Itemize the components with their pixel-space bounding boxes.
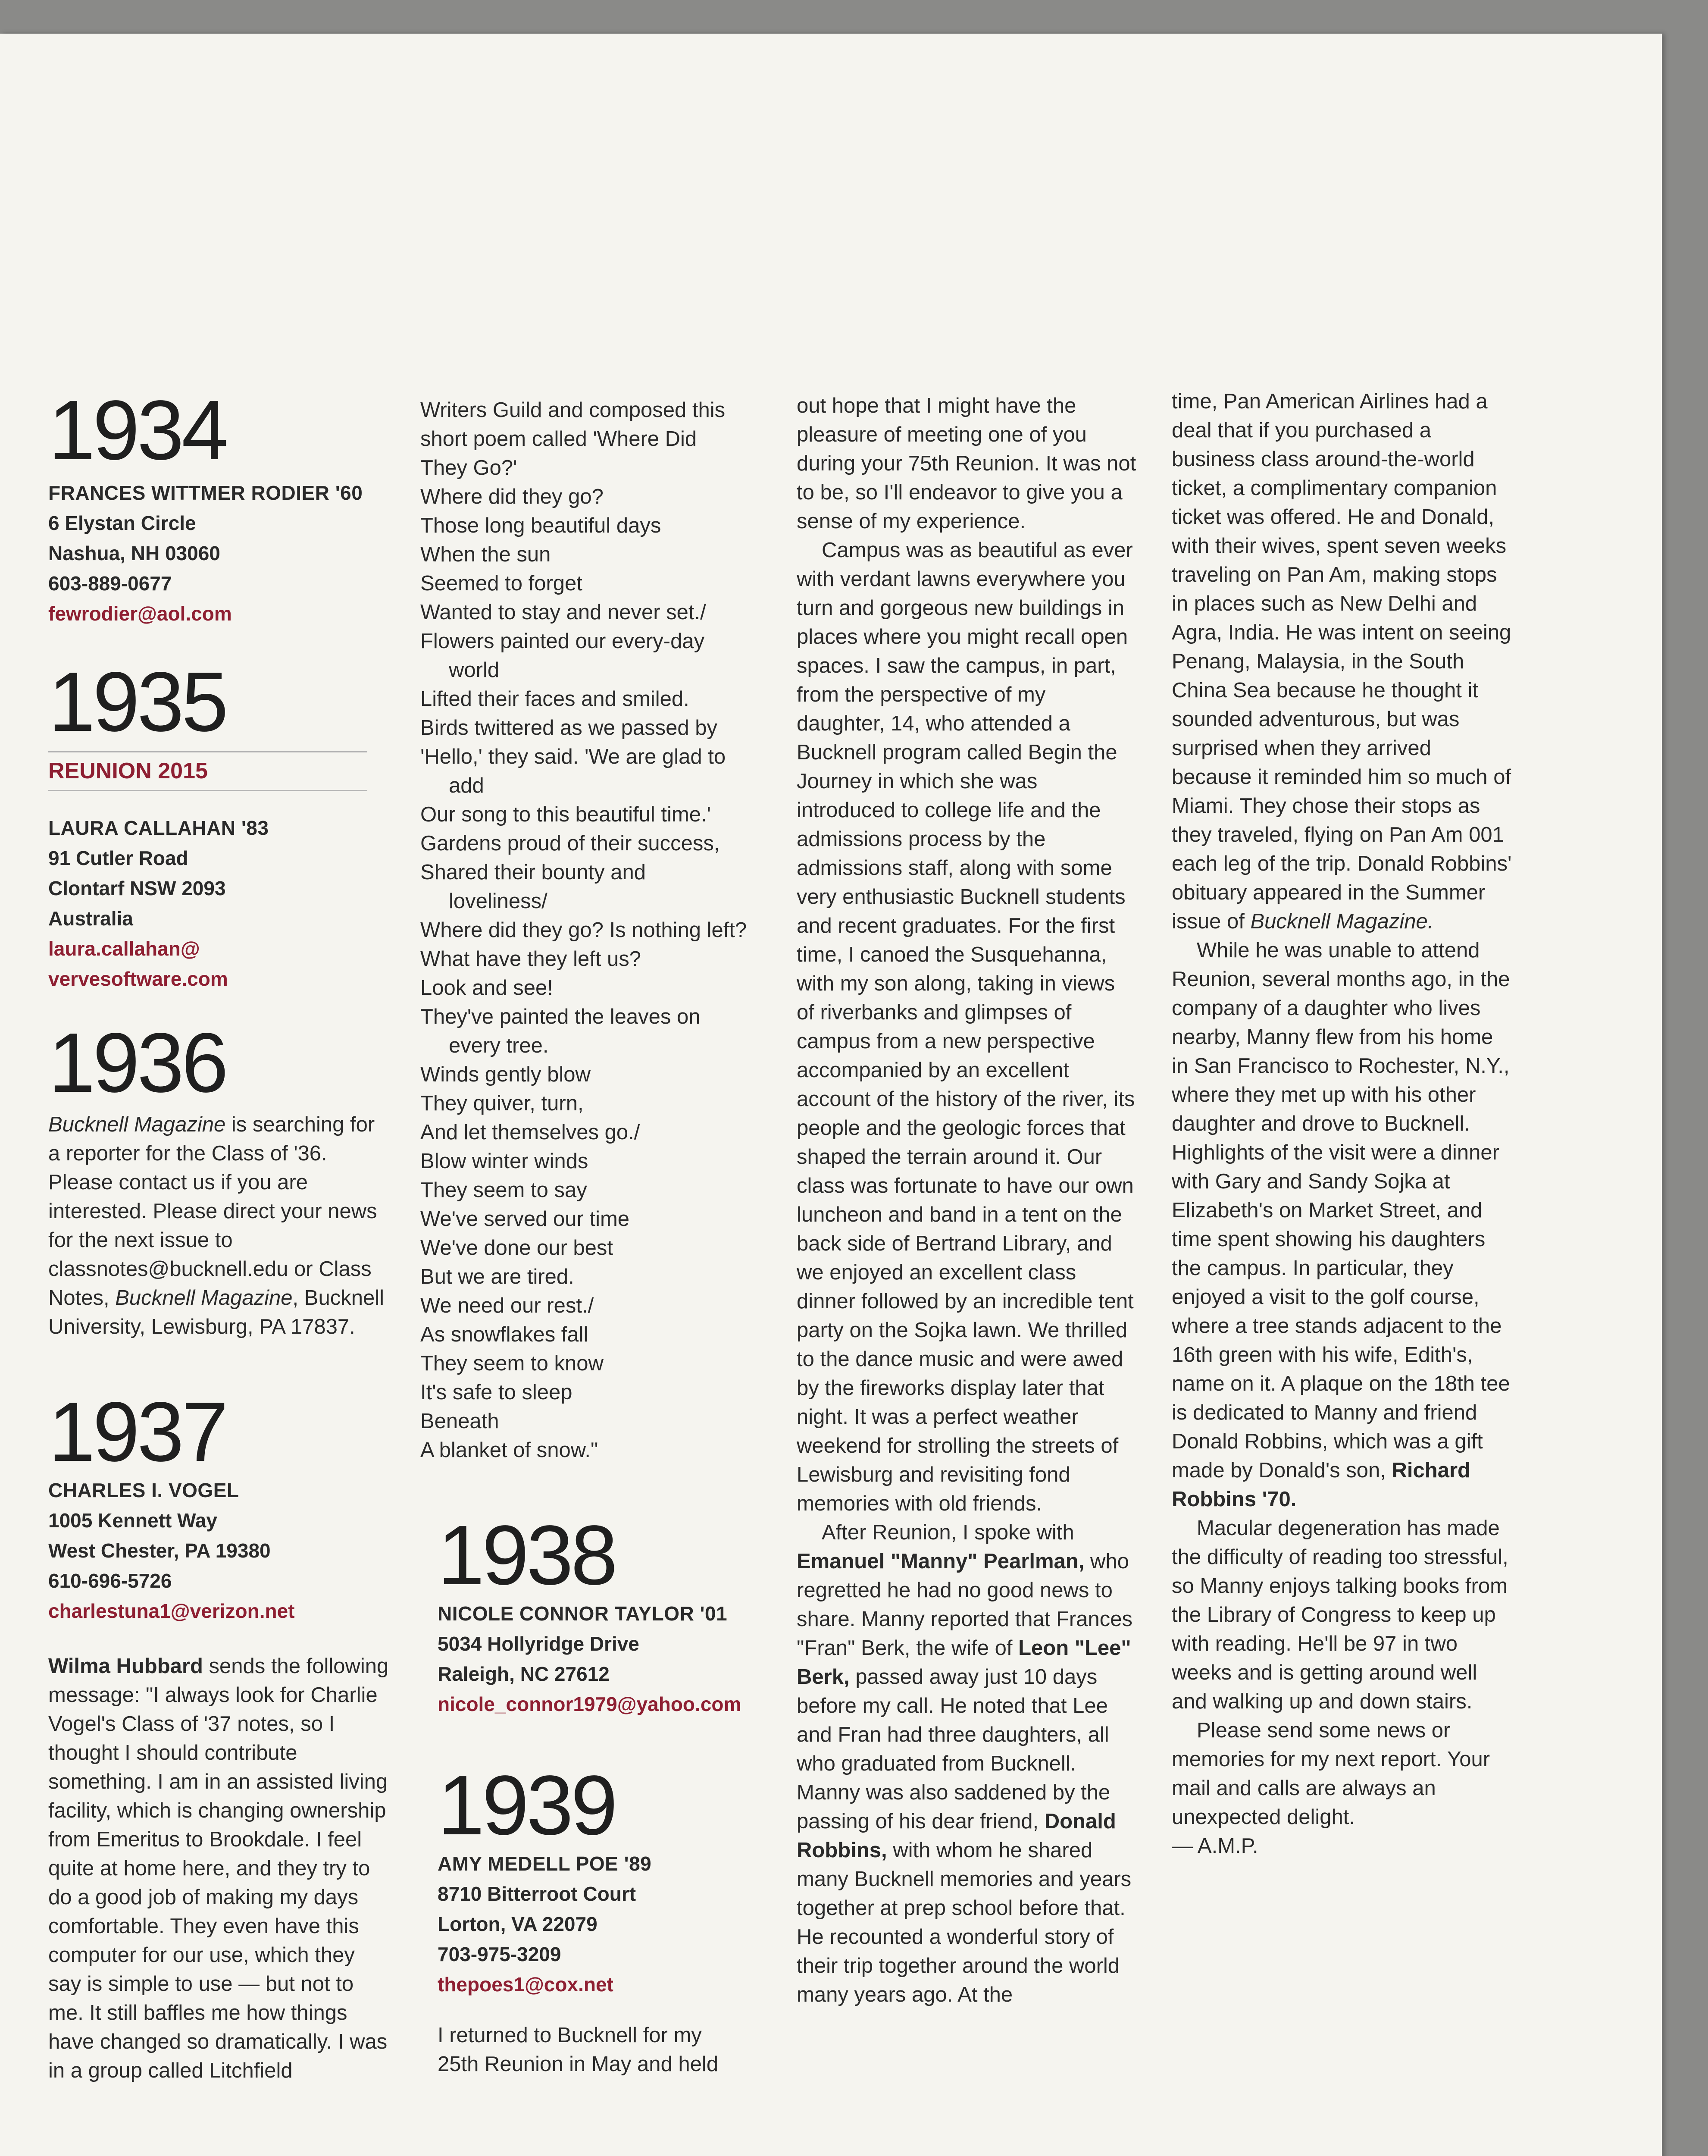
person-name: Leon "Lee" Berk, [797, 1636, 1131, 1689]
poem-line: When the sun [420, 543, 551, 566]
address-line: West Chester, PA 19380 [48, 1539, 271, 1562]
paragraph: Please send some news or memories for my next report. Your mail and calls are always an unexpected delight. [1172, 1719, 1490, 1829]
paragraph: out hope that I might have the pleasure of meeting one of you during your 75th Reunion. It was not to be, so I'll endeavor to give you a sense of my experience. [797, 394, 1136, 533]
address-line: Lorton, VA 22079 [438, 1913, 597, 1935]
poem-intro: Writers Guild and composed this short poem called 'Where Did They Go?' [420, 398, 726, 479]
address-line: 8710 Bitterroot Court [438, 1883, 636, 1905]
poem-line: Those long beautiful days [420, 514, 661, 537]
magazine-page [0, 34, 1662, 2156]
paragraph: Campus was as beautiful as ever with verdant lawns everywhere you turn and gorgeous new buildings in places where you might recall open spaces. I saw the campus, in part, from the perspective of my daughter, 14, who attended a Bucknell program called Begin the Journey in which she was introduced to college life and the admissions process by the admissions staff, along with some very enthusiastic Bucknell students and recent graduates. For the first time, I canoed the Susquehanna, with my son along, taking in views of riverbanks and glimpses of campus from a new perspective accompanied by an excellent account of the history of the river, its people and the geologic forces that shaped the terrain around it. Our class was fortunate to have our own luncheon and band in a tent on the back side of Bertrand Library, and we enjoyed an excellent class dinner followed by an incredible tent party on the Sojka lawn. We thrilled to the dance music and were awed by the fireworks display later that night. It was a perfect weather weekend for strolling the streets of Lewisburg and revisiting fond memories with old friends. [797, 539, 1135, 1515]
poem-line: What have they left us? [420, 947, 641, 971]
person-name: Richard Robbins '70. [1172, 1459, 1470, 1511]
email-link[interactable]: fewrodier@aol.com [48, 602, 232, 625]
address-line: 1005 Kennett Way [48, 1509, 217, 1532]
poem-line: As snowflakes fall [420, 1323, 588, 1346]
paragraph: Macular degeneration has made the difficulty of reading too stressful, so Manny enjoys talking books from the Library of Congress to keep up with reading. He'll be 97 in two weeks and is getting around well and walking up and down stairs. [1172, 1517, 1508, 1713]
poem-line: We've done our best [420, 1236, 613, 1260]
column-4 [1172, 387, 1512, 1861]
address-line: 6 Elystan Circle [48, 512, 196, 534]
year-1936: 1936 [48, 1015, 226, 1110]
magazine-title: Bucknell Magazine [48, 1113, 226, 1136]
poem-line: Flowers painted our every-day world [420, 630, 705, 682]
paragraph-text: After Reunion, I spoke with [822, 1521, 1074, 1544]
contact-1934 [48, 478, 389, 629]
paragraph-text: with whom he shared many Bucknell memories and years together at prep school before that. He recounted a wonderful story of their trip together around the world many years ago. At the [797, 1839, 1132, 2006]
phone-number: 610-696-5726 [48, 1570, 172, 1592]
magazine-title: Bucknell Magazine. [1250, 910, 1434, 933]
address-line: 5034 Hollyridge Drive [438, 1633, 639, 1655]
year-1937: 1937 [48, 1385, 226, 1479]
reunion-banner: REUNION 2015 [48, 751, 367, 791]
paragraph-text: passed away just 10 days before my call. He noted that Lee and Fran had three daughters, all who graduated from Bucknell. Manny was also saddened by the passing of his dear friend, [797, 1665, 1111, 1833]
phone-number: 703-975-3209 [438, 1943, 561, 1965]
poem-line: They seem to know [420, 1352, 604, 1375]
paragraph-text: time, Pan American Airlines had a deal that if you purchased a business class around-the-world ticket, a complimentary companion ticket was offered. He and Donald, with their wives, spent seven weeks traveling on Pan Am, making stops in places such as New Delhi and Agra, India. He was intent on seeing Penang, Malaysia, in the South China Sea because he thought it sounded adventurous, but was surprised when they arrived because it reminded him so much of Miami. They chose their stops as they traveled, flying on Pan Am 001 each leg of the trip. Donald Robbins' obituary appeared in the Summer issue of [1172, 390, 1512, 933]
correspondent-name: NICOLE CONNOR TAYLOR '01 [438, 1602, 728, 1625]
email-link[interactable]: laura.callahan@ [48, 937, 200, 960]
email-link[interactable]: nicole_connor1979@yahoo.com [438, 1693, 741, 1715]
poem-line: Where did they go? Is nothing left? [420, 918, 747, 942]
correspondent-name: FRANCES WITTMER RODIER '60 [48, 482, 363, 504]
email-link[interactable]: charlestuna1@verizon.net [48, 1600, 295, 1622]
paragraph-text: While he was unable to attend Reunion, several months ago, in the company of a daughter who lives nearby, Manny flew from his home in San Francisco to Rochester, N.Y., where they met up with his other daughter and drove to Bucknell. Highlights of the visit were a dinner with Gary and Sandy Sojka at Elizabeth's on Market Street, and time spent showing his daughters the campus. In particular, they enjoyed a visit to the golf course, where a tree stands adjacent to the 16th green with his wife, Edith's, name on it. A plaque on the 18th tee is dedicated to Manny and friend Donald Robbins, which was a gift made by Donald's son, [1172, 939, 1510, 1482]
poem-line: Beneath [420, 1410, 499, 1433]
poem-line: Blow winter winds [420, 1150, 588, 1173]
poem [420, 483, 748, 1465]
signature: — A.M.P. [1172, 1834, 1258, 1858]
poem-line: Winds gently blow [420, 1063, 591, 1086]
column-2 [420, 396, 748, 2079]
paragraph [1172, 936, 1512, 1514]
poem-line: Where did they go? [420, 485, 604, 508]
paragraph-text: is searching for a reporter for the Class of '36. Please contact us if you are interested. Please direct your news for the next issue to classnotes@bucknell.edu or Class Notes, [48, 1113, 377, 1310]
year-1935: 1935 [48, 655, 226, 749]
year-1934: 1934 [48, 383, 226, 477]
person-name: Wilma Hubbard [48, 1655, 203, 1678]
paragraph-1937 [48, 1652, 389, 2085]
contact-1938 [438, 1598, 748, 1719]
person-name: Donald Robbins, [797, 1810, 1116, 1862]
contact-1937 [48, 1475, 389, 1626]
address-line: Nashua, NH 03060 [48, 542, 220, 564]
paragraph-1936 [48, 1110, 389, 1341]
address-line: 91 Cutler Road [48, 847, 188, 869]
paragraph-text: , Bucknell University, Lewisburg, PA 17837. [48, 1286, 384, 1338]
poem-line: Our song to this beautiful time.' [420, 803, 711, 826]
poem-line: Gardens proud of their success, [420, 832, 720, 855]
year-1939: 1939 [438, 1758, 616, 1852]
poem-line: Wanted to stay and never set./ [420, 601, 706, 624]
column-3 [797, 392, 1137, 2009]
year-1938: 1938 [438, 1508, 616, 1602]
poem-line: Seemed to forget [420, 572, 582, 595]
contact-1939 [438, 1849, 748, 1999]
column-1 [48, 383, 389, 2085]
correspondent-name: AMY MEDELL POE '89 [438, 1852, 652, 1875]
poem-line: And let themselves go./ [420, 1121, 640, 1144]
email-link[interactable]: thepoes1@cox.net [438, 1973, 613, 1996]
paragraph-text: who regretted he had no good news to share. Manny reported that Frances "Fran" Berk, the wife of [797, 1550, 1132, 1660]
poem-line: A blanket of snow." [420, 1438, 598, 1462]
poem-line: Lifted their faces and smiled. [420, 687, 689, 711]
address-line: Australia [48, 907, 133, 930]
person-name: Emanuel "Manny" Pearlman, [797, 1550, 1085, 1573]
poem-line: They've painted the leaves on every tree. [420, 1005, 701, 1057]
poem-line: Birds twittered as we passed by [420, 716, 718, 740]
poem-line: We've served our time [420, 1207, 630, 1231]
paragraph-1939: I returned to Bucknell for my 25th Reunion in May and held [438, 2024, 719, 2076]
email-link[interactable]: vervesoftware.com [48, 968, 228, 990]
contact-1935 [48, 813, 389, 994]
paragraph [1172, 387, 1512, 936]
poem-line: We need our rest./ [420, 1294, 594, 1317]
poem-line: They seem to say [420, 1178, 587, 1202]
correspondent-name: CHARLES I. VOGEL [48, 1479, 239, 1501]
address-line: Clontarf NSW 2093 [48, 877, 226, 899]
poem-line: Look and see! [420, 976, 553, 1000]
paragraph [797, 1518, 1137, 2009]
paragraph-text: sends the following message: "I always look for Charlie Vogel's Class of '37 notes, so I thought I should contribute something. I am in an assisted living facility, which is changing ownership from Emeritus to Brookdale. I feel quite at home here, and they try to do a good job of making my days comfortable. They even have this computer for our use, which they say is simple to use — but not to me. It still baffles me how things have changed so dramatically. I was in a group called Litchfield [48, 1655, 389, 2082]
correspondent-name: LAURA CALLAHAN '83 [48, 817, 269, 839]
phone-number: 603-889-0677 [48, 572, 172, 595]
poem-line: But we are tired. [420, 1265, 574, 1288]
poem-line: It's safe to sleep [420, 1381, 572, 1404]
magazine-title: Bucknell Magazine [115, 1286, 293, 1310]
poem-line: Shared their bounty and loveliness/ [420, 861, 646, 913]
address-line: Raleigh, NC 27612 [438, 1663, 610, 1685]
poem-line: 'Hello,' they said. 'We are glad to add [420, 745, 726, 797]
poem-line: They quiver, turn, [420, 1092, 584, 1115]
